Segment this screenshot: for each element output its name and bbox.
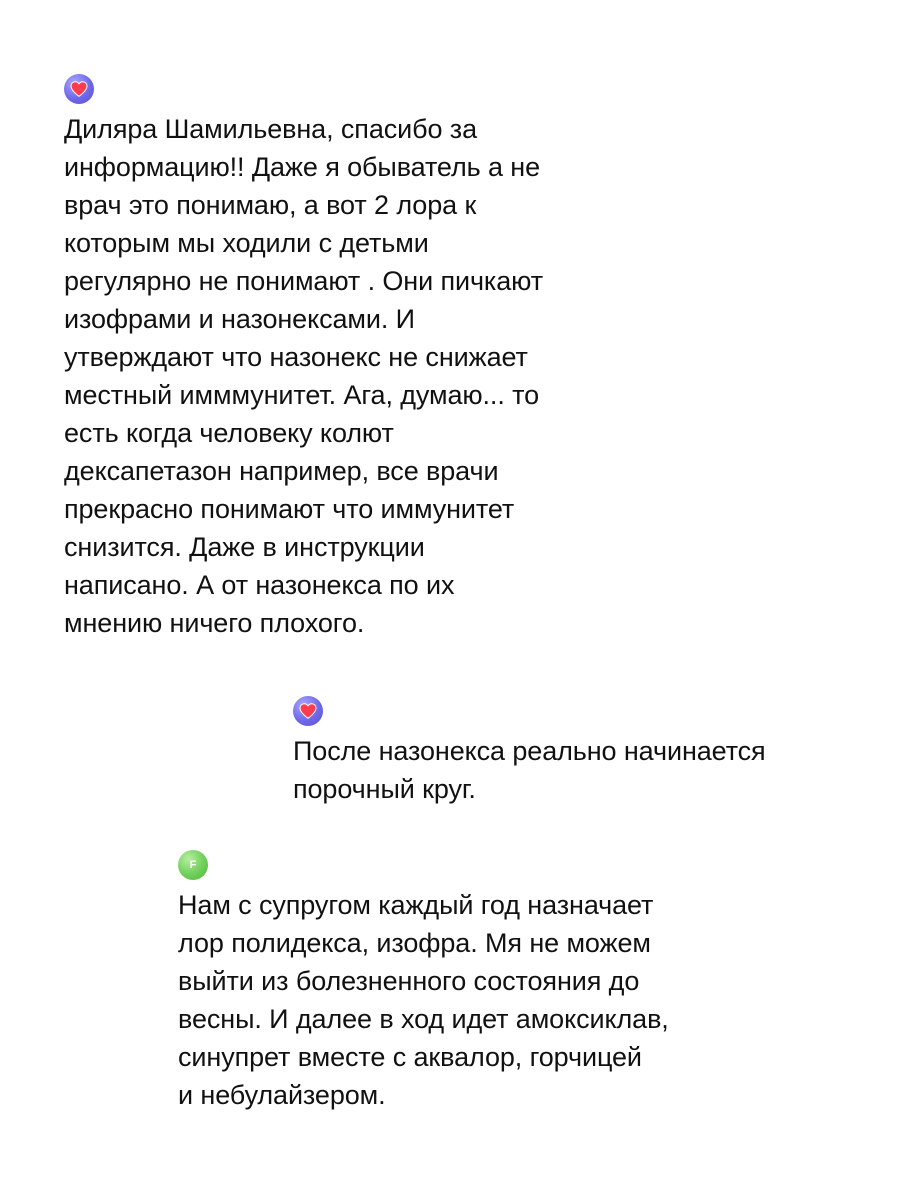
heart-icon [299,703,317,719]
avatar[interactable] [293,696,323,726]
avatar-letter: F [189,859,197,871]
heart-icon [70,81,88,97]
comment-text: Диляра Шамильевна, спасибо за информацию!! Даже я обыватель а не врач это понимаю, а вот 2 лора к которым мы ходили с детьми регулярно не понимают . Они пичкают изофрами и назонексами. И утверждают что назонекс не снижает местный имммунитет. Ага, думаю... то есть когда человеку колют дексапетазон например, все врачи прекрасно понимают что иммунитет снизится. Даже в инструкции написано. А от назонекса по их мнению ничего плохого. [64,114,543,638]
comment-2 [293,696,873,808]
comment-text: После назонекса реально начинается порочный круг. [293,736,766,804]
avatar[interactable] [178,850,208,880]
comment-text: Нам с супругом каждый год назначает лор полидекса, изофра. Мя не можем выйти из болезненного состояния до весны. И далее в ход идет амоксиклав, синупрет вместе с аквалор, горчицей и небулайзером. [178,890,669,1110]
comment-1 [64,74,664,642]
comment-3 [178,850,798,1114]
avatar[interactable] [64,74,94,104]
